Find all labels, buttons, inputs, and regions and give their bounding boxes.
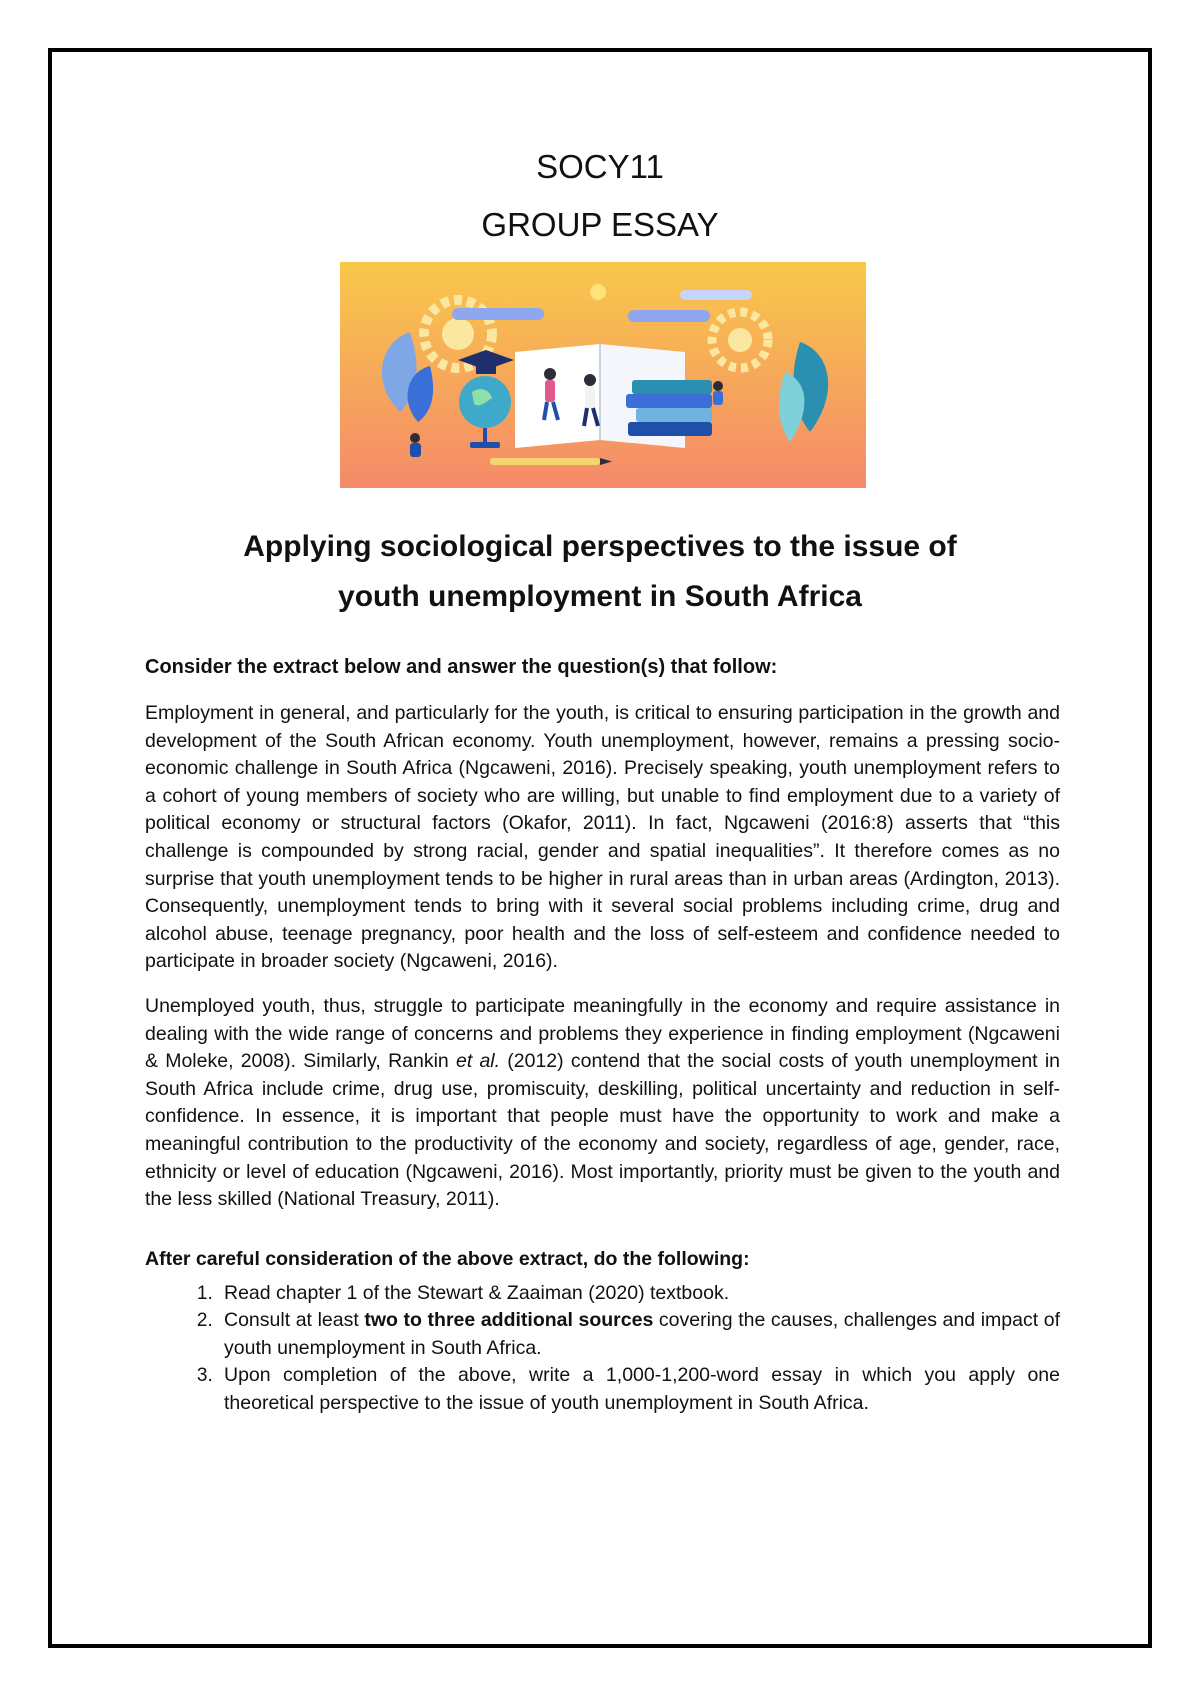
education-illustration	[340, 262, 866, 488]
task-item-2-start: Consult at least	[224, 1309, 365, 1332]
instruction-heading: Consider the extract below and answer the question(s) that follow:	[145, 656, 778, 678]
extract-paragraph-2	[145, 993, 1060, 1214]
extract-paragraph-1: Employment in general, and particularly for the youth, is critical to ensuring participation in the growth and development of the South African economy. Youth unemployment, however, remains a pressing socio-economic challenge in South Africa (Ngcaweni, 2016). Precisely speaking, youth unemployment refers to a cohort of young members of society who are willing, but unable to find employment due to a variety of political economy or structural factors (Okafor, 2011). In fact, Ngcaweni (2016:8) asserts that “this challenge is compounded by strong racial, gender and spatial inequalities”. It therefore comes as no surprise that youth unemployment tends to be higher in rural areas than in urban areas (Ardington, 2013). Consequently, unemployment tends to bring with it several social problems including crime, drug and alcohol abuse, teenage pregnancy, poor health and the loss of self-esteem and confidence needed to participate in broader society (Ngcaweni, 2016).	[145, 702, 1060, 973]
task-item-2	[218, 1307, 1060, 1362]
extract-citation-italic: et al.	[455, 1050, 501, 1073]
course-code: SOCY11	[536, 148, 664, 185]
essay-content	[145, 654, 1060, 1418]
tasks-heading: After careful consideration of the above extract, do the following:	[145, 1247, 750, 1270]
task-item-3: 3. Upon completion of the above, write a 1,000-1,200-word essay in which you apply one theoretical perspective to the issue of youth unemployment in South Africa.	[218, 1362, 1060, 1417]
task-item-2-end: covering the causes, challenges and impact of youth unemployment in South Africa.	[224, 1309, 1060, 1359]
tasks-list	[145, 1280, 1060, 1418]
task-item-2-bold: two to three additional sources	[364, 1309, 654, 1332]
task-item-1: 1. Read chapter 1 of the Stewart & Zaaiman (2020) textbook.	[218, 1280, 1060, 1308]
essay-type: GROUP ESSAY	[481, 206, 719, 243]
extract-paragraph-2-end: (2012) contend that the social costs of youth unemployment in South Africa include crime, drug use, promiscuity, deskilling, political uncertainty and reduction in self-confidence. In essence, it is important that people must have the opportunity to work and make a meaningful contribution to the productivity of the economy and society, regardless of age, gender, race, ethnicity or level of education (Ngcaweni, 2016). Most importantly, priority must be given to the youth and the less skilled (National Treasury, 2011).	[145, 1050, 1060, 1211]
title-line-2: youth unemployment in South Africa	[338, 580, 862, 613]
extract-paragraph-2-start: Unemployed youth, thus, struggle to participate meaningfully in the economy and require assistance in dealing with the wide range of concerns and problems they experience in finding employment (Ngcaweni & Moleke, 2008). Similarly, Rankin	[145, 994, 1060, 1073]
title-line-1: Applying sociological perspectives to the issue of	[243, 530, 957, 563]
essay-title	[100, 522, 1100, 622]
